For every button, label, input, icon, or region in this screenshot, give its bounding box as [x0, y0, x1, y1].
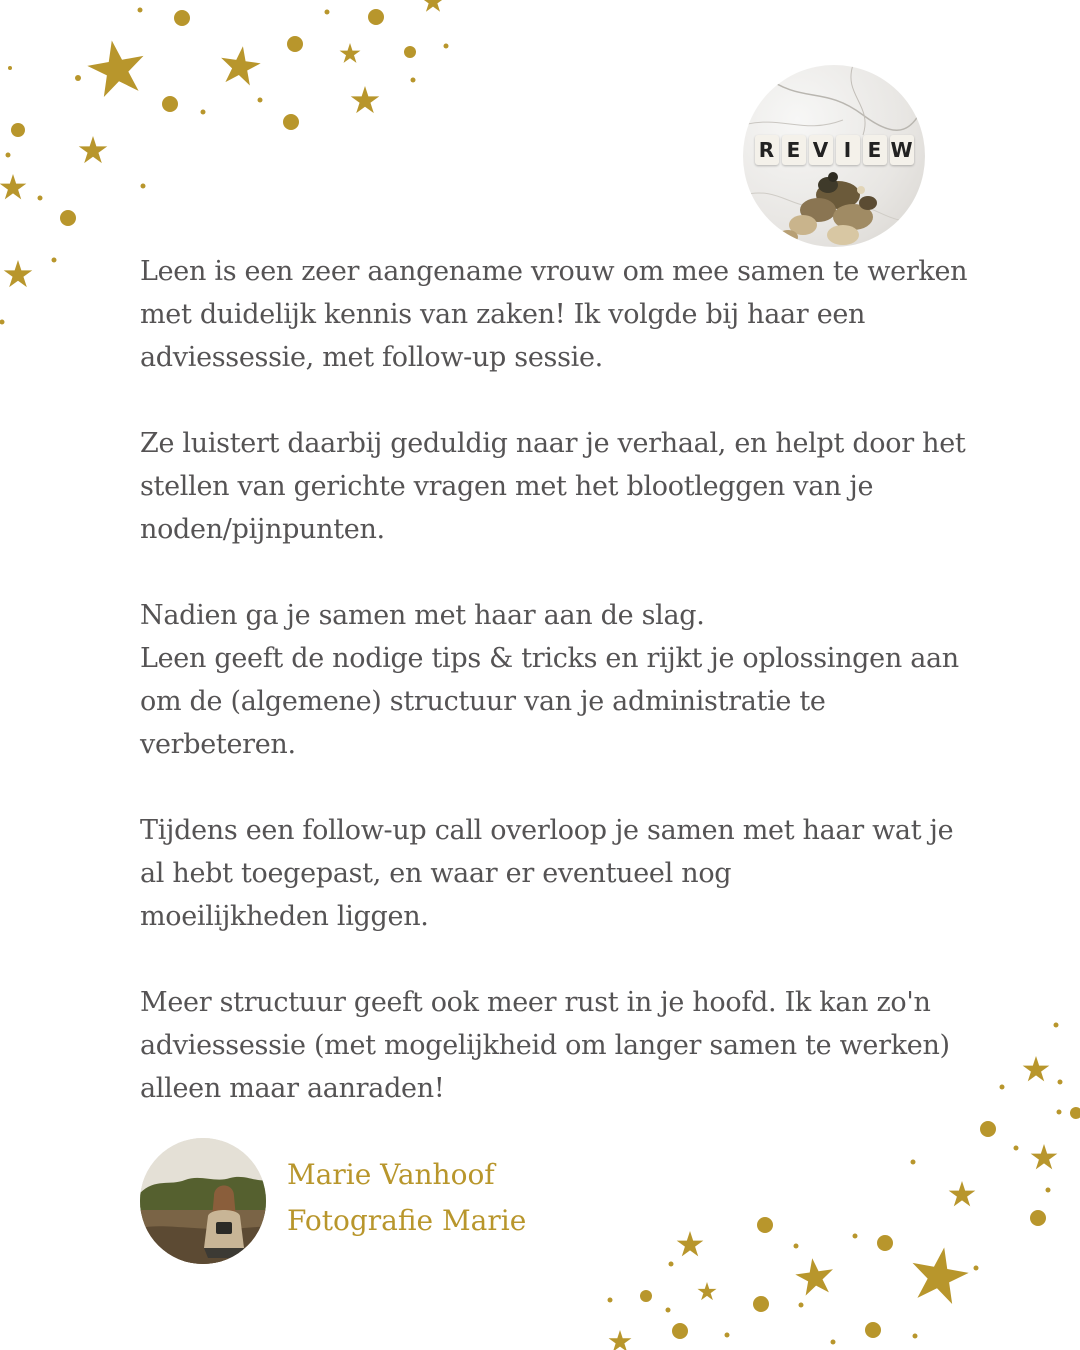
dot-icon	[444, 44, 449, 49]
star-icon	[351, 86, 380, 113]
review-paragraph	[140, 422, 990, 551]
dot-icon	[1030, 1210, 1046, 1226]
dot-icon	[287, 36, 303, 52]
dot-icon	[640, 1290, 652, 1302]
dot-icon	[1000, 1085, 1005, 1090]
letter-tile: I	[836, 135, 860, 165]
text-line: Leen geeft de nodige tips & tricks en rijkt je oplossingen aan	[140, 643, 959, 674]
review-photo-badge	[743, 65, 925, 247]
letter-tile: V	[809, 135, 833, 165]
text-line: stellen van gerichte vragen met het blootleggen van je	[140, 471, 874, 502]
star-icon	[949, 1181, 976, 1206]
dot-icon	[980, 1121, 996, 1137]
text-line: adviessessie, met follow-up sessie.	[140, 342, 603, 373]
dot-icon	[141, 184, 146, 189]
dot-icon	[799, 1303, 804, 1308]
author-info	[287, 1152, 526, 1244]
text-line: Ze luistert daarbij geduldig naar je verhaal, en helpt door het	[140, 428, 966, 459]
star-icon	[609, 1330, 632, 1350]
dot-icon	[753, 1296, 769, 1312]
dot-icon	[174, 10, 190, 26]
dot-icon	[60, 210, 76, 226]
dot-icon	[1070, 1107, 1080, 1119]
star-icon	[4, 260, 33, 287]
text-line: moeilijkheden liggen.	[140, 901, 429, 932]
dot-icon	[11, 123, 25, 137]
dot-icon	[283, 114, 299, 130]
dot-icon	[974, 1266, 979, 1271]
dot-icon	[411, 78, 416, 83]
review-paragraph	[140, 594, 990, 766]
dot-icon	[258, 98, 263, 103]
star-icon	[0, 174, 26, 199]
dot-icon	[757, 1217, 773, 1233]
text-line: met duidelijk kennis van zaken! Ik volgde bij haar een	[140, 299, 866, 330]
text-line: Nadien ga je samen met haar aan de slag.	[140, 600, 705, 631]
review-paragraph	[140, 250, 990, 379]
dot-icon	[201, 110, 206, 115]
star-icon	[84, 36, 150, 99]
author-name: Marie Vanhoof	[287, 1158, 495, 1191]
dot-icon	[608, 1298, 613, 1303]
letter-tile: E	[863, 135, 887, 165]
dot-icon	[913, 1334, 918, 1339]
review-paragraph	[140, 809, 990, 938]
dot-icon	[1058, 1080, 1063, 1085]
dot-icon	[669, 1262, 674, 1267]
dot-icon	[8, 66, 12, 70]
letter-tile: W	[890, 135, 914, 165]
dot-icon	[1054, 1023, 1059, 1028]
star-icon	[793, 1256, 836, 1297]
dot-icon	[75, 75, 81, 81]
star-icon	[340, 43, 361, 63]
dot-icon	[162, 96, 178, 112]
dot-icon	[368, 9, 384, 25]
star-icon	[1023, 1056, 1050, 1081]
dried-flowers-image	[743, 65, 925, 247]
dot-icon	[52, 258, 57, 263]
dot-icon	[666, 1308, 671, 1313]
author-company: Fotografie Marie	[287, 1204, 527, 1237]
dot-icon	[672, 1323, 688, 1339]
dot-icon	[0, 320, 5, 325]
text-line: Meer structuur geeft ook meer rust in je hoofd. Ik kan zo'n	[140, 987, 931, 1018]
letter-tile: E	[782, 135, 806, 165]
dot-icon	[38, 196, 43, 201]
star-icon	[422, 0, 445, 12]
text-line: noden/pijnpunten.	[140, 514, 385, 545]
dot-icon	[831, 1340, 836, 1345]
dot-icon	[6, 153, 11, 158]
review-text	[140, 250, 990, 1110]
star-icon	[697, 1282, 716, 1300]
dot-icon	[1014, 1146, 1019, 1151]
letter-tile: R	[755, 135, 779, 165]
dot-icon	[911, 1160, 916, 1165]
dot-icon	[138, 8, 143, 13]
star-icon	[1031, 1144, 1058, 1169]
dot-icon	[853, 1234, 858, 1239]
dot-icon	[725, 1333, 730, 1338]
star-icon	[677, 1231, 704, 1256]
dot-icon	[794, 1244, 799, 1249]
text-line: al hebt toegepast, en waar er eventueel nog	[140, 858, 732, 889]
dot-icon	[404, 46, 416, 58]
dot-icon	[1057, 1110, 1062, 1115]
dot-icon	[877, 1235, 893, 1251]
dot-icon	[1046, 1188, 1051, 1193]
text-line: alleen maar aanraden!	[140, 1073, 445, 1104]
text-line: adviessessie (met mogelijkheid om langer samen te werken)	[140, 1030, 950, 1061]
author-photo	[140, 1138, 266, 1264]
dot-icon	[325, 10, 330, 15]
text-line: Tijdens een follow-up call overloop je samen met haar wat je	[140, 815, 954, 846]
review-paragraph	[140, 981, 990, 1110]
dot-icon	[865, 1322, 881, 1338]
text-line: Leen is een zeer aangename vrouw om mee samen te werken	[140, 256, 968, 287]
text-line: verbeteren.	[140, 729, 296, 760]
text-line: om de (algemene) structuur van je administratie te	[140, 686, 826, 717]
star-icon	[79, 136, 108, 163]
star-icon	[907, 1243, 973, 1306]
star-icon	[218, 43, 263, 86]
author-avatar	[140, 1138, 266, 1264]
